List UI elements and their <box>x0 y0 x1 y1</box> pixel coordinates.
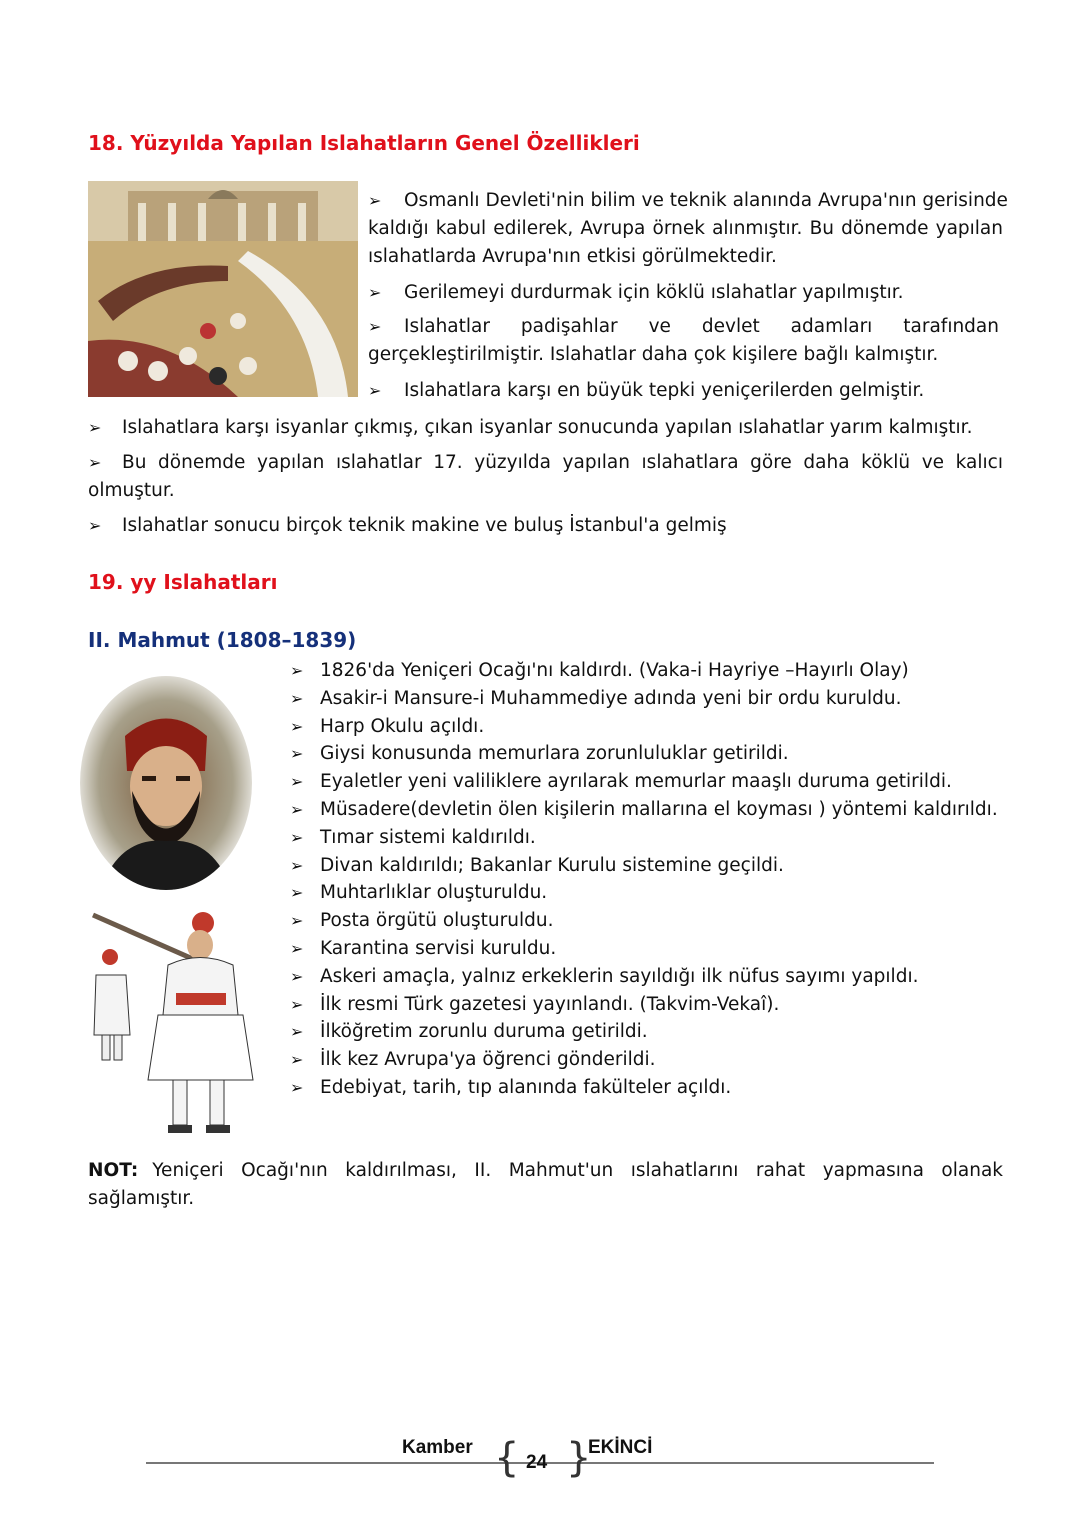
mahmut-reforms-list <box>290 657 1010 1102</box>
left-brace-icon: { <box>494 1435 520 1481</box>
arrow-bullet-icon: ➢ <box>290 688 304 708</box>
list-item: ➢ Posta örgütü oluşturuldu. <box>290 907 1010 935</box>
footer-last-name: EKİNCİ <box>588 1437 653 1458</box>
section-19-title: 19. yy Islahatları <box>88 570 278 594</box>
note-text: Yeniçeri Ocağı'nın kaldırılması, II. Mahmut'un ıslahatlarını rahat yapmasına olanak <box>152 1160 1003 1181</box>
list-item: ➢ Edebiyat, tarih, tıp alanında fakülteler açıldı. <box>290 1074 1010 1102</box>
arrow-bullet-icon: ➢ <box>290 1077 304 1097</box>
list-item: ➢ Islahatlara karşı isyanlar çıkmış, çıkan isyanlar sonucunda yapılan ıslahatlar yarım kalmıştır. <box>88 414 1003 442</box>
arrow-bullet-icon: ➢ <box>290 661 304 680</box>
arrow-bullet-icon: ➢ <box>290 966 304 986</box>
list-item: ➢ Islahatlar sonucu birçok teknik makine ve buluş İstanbul'a gelmiş <box>88 512 1003 540</box>
list-item: ➢ Müsadere(devletin ölen kişilerin mallarına el koyması ) yöntemi kaldırıldı. <box>290 796 1010 824</box>
list-item: ➢ Harp Okulu açıldı. <box>290 713 1010 741</box>
list-item: ➢ Islahatlar padişahlar ve devlet adamları tarafından <box>368 313 1003 341</box>
arrow-bullet-icon: ➢ <box>290 883 304 903</box>
arrow-bullet-icon: ➢ <box>368 381 382 400</box>
arrow-bullet-icon: ➢ <box>290 994 304 1014</box>
list-item: ➢ Divan kaldırıldı; Bakanlar Kurulu sistemine geçildi. <box>290 852 1010 880</box>
arrow-bullet-icon: ➢ <box>368 191 382 210</box>
list-item: ➢ Gerilemeyi durdurmak için köklü ıslahatlar yapılmıştır. <box>368 279 1003 307</box>
arrow-bullet-icon: ➢ <box>88 453 102 472</box>
right-brace-icon: } <box>566 1435 592 1481</box>
list-item: ➢ Osmanlı Devleti'nin bilim ve teknik alanında Avrupa'nın gerisinde <box>368 187 1003 215</box>
arrow-bullet-icon: ➢ <box>290 716 304 736</box>
arrow-bullet-icon: ➢ <box>290 1022 304 1042</box>
list-item: ➢ 1826'da Yeniçeri Ocağı'nı kaldırdı. (Vaka-i Hayriye –Hayırlı Olay) <box>290 657 1010 685</box>
arrow-bullet-icon: ➢ <box>290 855 304 875</box>
arrow-bullet-icon: ➢ <box>290 938 304 958</box>
arrow-bullet-icon: ➢ <box>290 772 304 792</box>
list-item: ➢ Giysi konusunda memurlara zorunluluklar getirildi. <box>290 740 1010 768</box>
ottoman-court-painting <box>88 181 358 397</box>
list-item: ➢ İlk kez Avrupa'ya öğrenci gönderildi. <box>290 1046 1010 1074</box>
footer-first-name: Kamber <box>402 1437 473 1458</box>
list-item: ➢ Askeri amaçla, yalnız erkeklerin sayıldığı ilk nüfus sayımı yapıldı. <box>290 963 1010 991</box>
arrow-bullet-icon: ➢ <box>290 1050 304 1070</box>
list-item: ➢ Karantina servisi kuruldu. <box>290 935 1010 963</box>
section-18-title: 18. Yüzyılda Yapılan Islahatların Genel Özellikleri <box>88 131 640 155</box>
list-item: ➢ Eyaletler yeni valiliklere ayrılarak memurlar maaşlı duruma getirildi. <box>290 768 1010 796</box>
soldiers-illustration <box>88 905 268 1140</box>
section-18-full-bullets: ➢ Islahatlara karşı isyanlar çıkmış, çıkan isyanlar sonucunda yapılan ıslahatlar yarım kalmıştır. ➢ Bu dönemde yapılan ıslahatlar 17. yüzyılda yapılan ıslahatlara göre daha köklü ve kalıcı olmuştur. ➢ Islahatlar sonucu birçok teknik makine ve buluş İstanbul'a gelmiş <box>88 414 1003 540</box>
mahmut-portrait <box>80 676 252 890</box>
arrow-bullet-icon: ➢ <box>290 911 304 931</box>
page-number: 24 <box>526 1452 548 1473</box>
list-item: ➢ Muhtarlıklar oluşturuldu. <box>290 879 1010 907</box>
arrow-bullet-icon: ➢ <box>88 516 102 535</box>
mahmut-subtitle: II. Mahmut (1808–1839) <box>88 628 357 652</box>
arrow-bullet-icon: ➢ <box>88 418 102 437</box>
list-item: ➢ Asakir-i Mansure-i Muhammediye adında yeni bir ordu kuruldu. <box>290 685 1010 713</box>
list-item: ➢ Tımar sistemi kaldırıldı. <box>290 824 1010 852</box>
note-text-cont: sağlamıştır. <box>88 1188 195 1209</box>
arrow-bullet-icon: ➢ <box>290 799 304 819</box>
list-item: ➢ İlköğretim zorunlu duruma getirildi. <box>290 1018 1010 1046</box>
arrow-bullet-icon: ➢ <box>290 744 304 764</box>
note-block <box>88 1157 1003 1213</box>
list-item: ➢ İlk resmi Türk gazetesi yayınlandı. (Takvim-Vekaî). <box>290 991 1010 1019</box>
arrow-bullet-icon: ➢ <box>368 317 382 336</box>
list-item: ➢ Islahatlara karşı en büyük tepki yeniçerilerden gelmiştir. <box>368 377 1003 405</box>
arrow-bullet-icon: ➢ <box>290 827 304 847</box>
arrow-bullet-icon: ➢ <box>368 283 382 302</box>
note-label: NOT: <box>88 1160 139 1181</box>
list-item: ➢ Bu dönemde yapılan ıslahatlar 17. yüzyılda yapılan ıslahatlara göre daha köklü ve kalıcı <box>88 449 1003 477</box>
section-18-right-bullets: ➢ Osmanlı Devleti'nin bilim ve teknik alanında Avrupa'nın gerisinde kaldığı kabul edilerek, Avrupa örnek alınmıştır. Bu dönemde yapılan ıslahatlarda Avrupa'nın etkisi görülmektedir. ➢ Gerilemeyi durdurmak için köklü ıslahatlar yapılmıştır. ➢ Islahatlar padişahlar ve devlet adamları tarafından gerçekleştirilmiştir. Islahatlar daha çok kişilere bağlı kalmıştır. ➢ Islahatlara karşı en büyük tepki yeniçerilerden gelmiştir. <box>368 187 1003 405</box>
